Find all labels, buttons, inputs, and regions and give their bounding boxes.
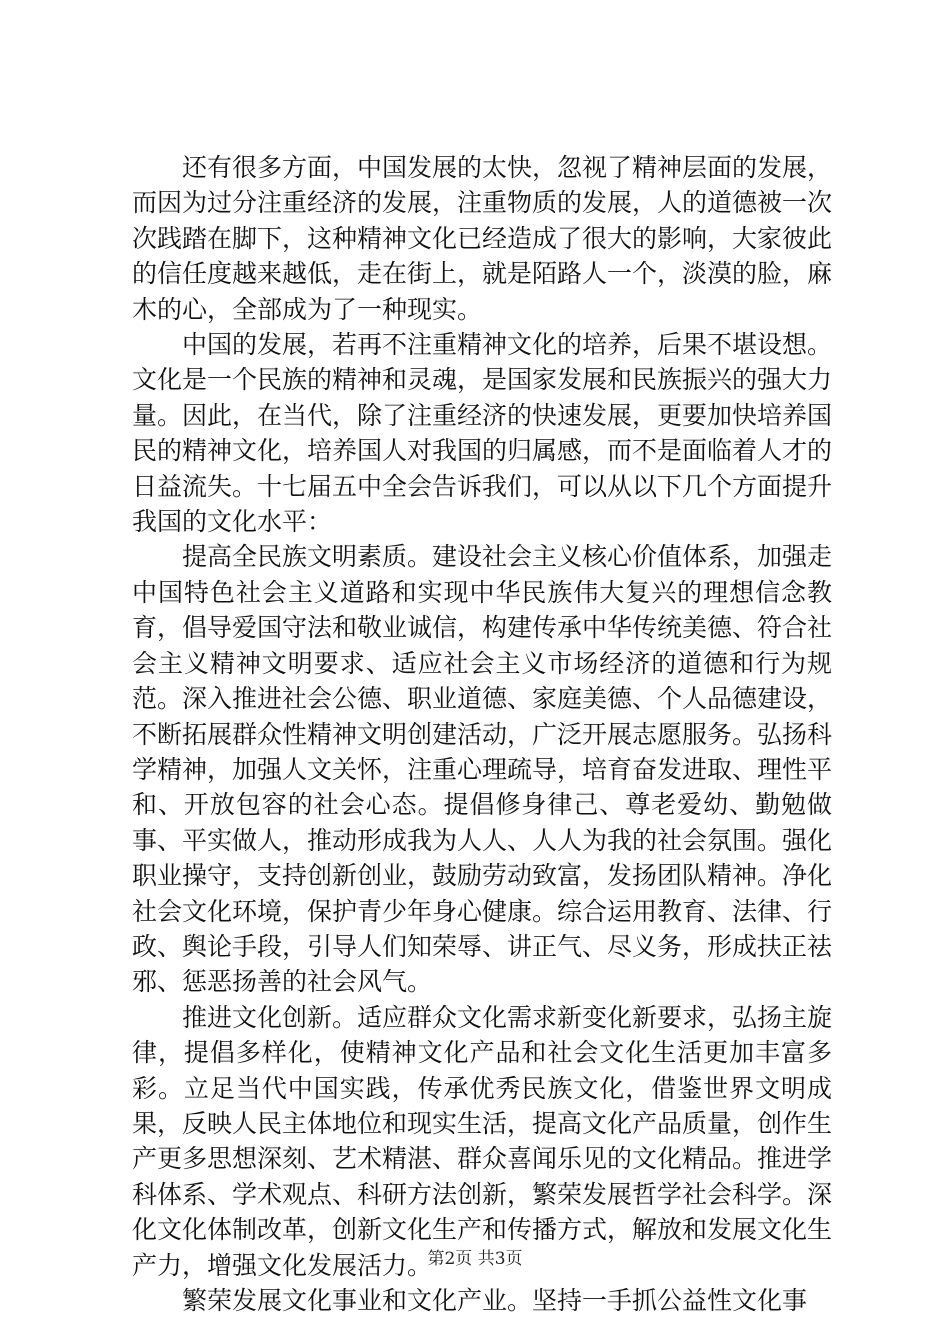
document-body: [132, 150, 832, 1318]
paragraph-4: 推进文化创新。适应群众文化需求新变化新要求，弘扬主旋律，提倡多样化，使精神文化产品和社会文化生活更加丰富多彩。立足当代中国实践，传承优秀民族文化，借鉴世界文明成果，反映人民主体地位和现实生活，提高文化产品质量，创作生产更多思想深刻、艺术精湛、群众喜闻乐见的文化精品。推进学科体系、学术观点、科研方法创新，繁荣发展哲学社会科学。深化文化体制改革，创新文化生产和传播方式，解放和发展文化生产力，增强文化发展活力。: [132, 1002, 833, 1280]
paragraph-5: 繁荣发展文化事业和文化产业。坚持一手抓公益性文化事: [182, 1286, 808, 1315]
page-footer: 第2页 共3页: [427, 1249, 523, 1269]
paragraph-2: 中国的发展，若再不注重精神文化的培养，后果不堪设想。文化是一个民族的精神和灵魂，是国家发展和民族振兴的强大力量。因此，在当代，除了注重经济的快速发展，更要加快培养国民的精神文化，培养国人对我国的归属感，而不是面临着人才的日益流失。十七届五中全会告诉我们，可以从以下几个方面提升我国的文化水平：: [132, 330, 833, 537]
paragraph-3: 提高全民族文明素质。建设社会主义核心价值体系，加强走中国特色社会主义道路和实现中华民族伟大复兴的理想信念教育，倡导爱国守法和敬业诚信，构建传承中华传统美德、符合社会主义精神文明要求、适应社会主义市场经济的道德和行为规范。深入推进社会公德、职业道德、家庭美德、个人品德建设，不断拓展群众性精神文明创建活动，广泛开展志愿服务。弘扬科学精神，加强人文关怀，注重心理疏导，培育奋发进取、理性平和、开放包容的社会心态。提倡修身律己、尊老爱幼、勤勉做事、平实做人，推动形成我为人人、人人为我的社会氛围。强化职业操守，支持创新创业，鼓励劳动致富，发扬团队精神。净化社会文化环境，保护青少年身心健康。综合运用教育、法律、行政、舆论手段，引导人们知荣辱、讲正气、尽义务，形成扶正祛邪、惩恶扬善的社会风气。: [132, 542, 833, 997]
paragraph-1: 还有很多方面，中国发展的太快，忽视了精神层面的发展，而因为过分注重经济的发展，注重物质的发展，人的道德被一次次践踏在脚下，这种精神文化已经造成了很大的影响，大家彼此的信任度越来越低，走在街上，就是陌路人一个，淡漠的脸，麻木的心，全部成为了一种现实。: [132, 153, 833, 324]
